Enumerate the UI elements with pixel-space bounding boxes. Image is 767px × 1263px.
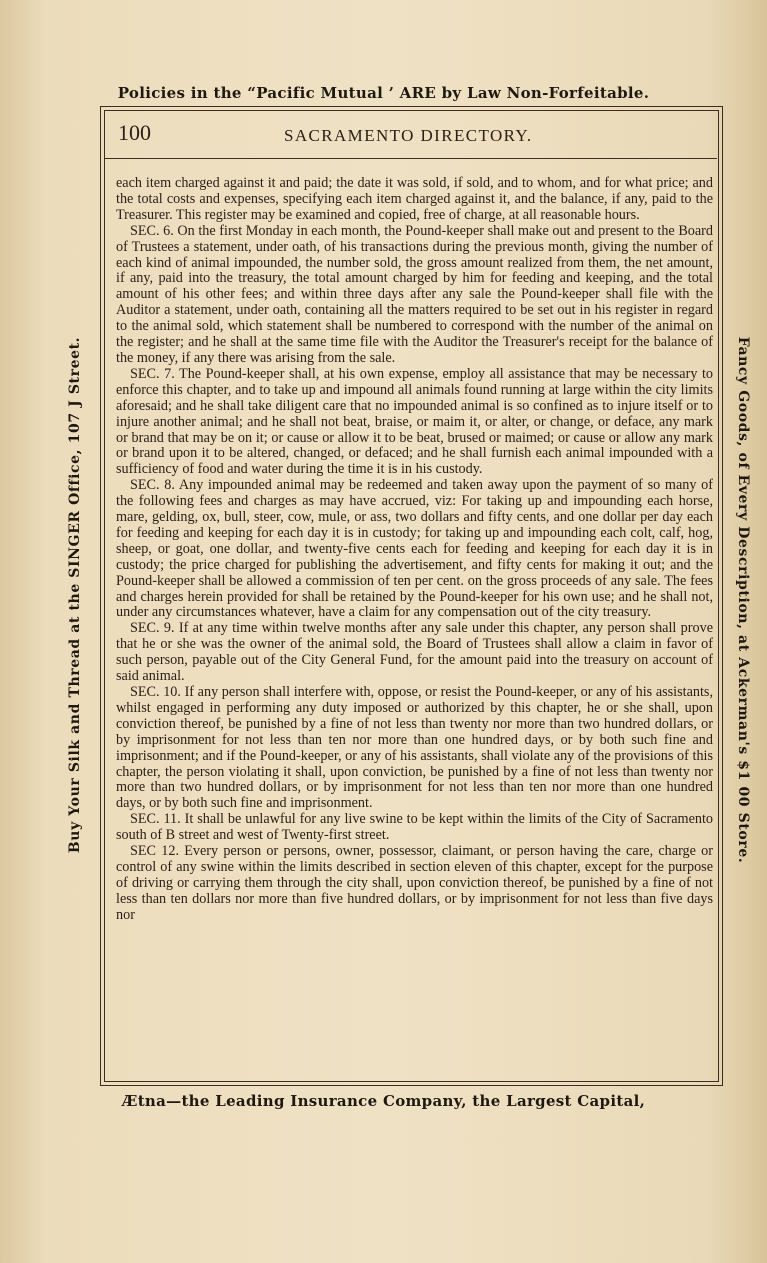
paragraph: SEC. 8. Any impounded animal may be redeemed and taken away upon the payment of so many of the following fees and charges as may have accrued, viz: For taking up and impounding each horse, mare, gelding, ox, bull, steer, cow, mule, or ass, two dollars and fifty cents, and one dollar per day each for feeding and keeping for each day it is in custody; for taking up and impounding each colt, calf, hog, sheep, or goat, one dollar, and twenty-five cents each for feeding and keeping for each day it is in custody; the price charged for publishing the advertisement, and fifty cents for making it out; and the Pound-keeper shall be allowed a commission of ten per cent. on the gross proceeds of any sale. The fees and charges herein provided for shall be retained by the Pound-keeper for his own use; and he shall not, under any circumstances whatever, have a claim for any compensation out of the city treasury. bbox=[116, 477, 713, 621]
body-text bbox=[116, 176, 713, 924]
right-margin-text: Fancy Goods, of Every Description, at Ackerman's $1 00 Store. bbox=[735, 336, 751, 864]
paragraph: SEC. 6. On the first Monday in each month, the Pound-keeper shall make out and present to the Board of Trustees a statement, under oath, of his transactions during the previous month, giving the number of each kind of animal impounded, the number sold, the gross amount realized from them, the net amount, if any, paid into the treasury, the total amount charged by him for feeding and keeping, and the total amount of his other fees; and within three days after any sale the Pound-keeper shall file with the Auditor a statement, under oath, containing all the matters required to be set out in his register in regard to the animal sold, which statement shall be numbered to correspond with the number of the animal on the register; and he shall at the same time file with the Auditor the Treasurer's receipt for the balance of the money, if any there was arising from the sale. bbox=[116, 222, 713, 366]
page-header bbox=[104, 110, 717, 159]
paragraph: SEC. 10. If any person shall interfere with, oppose, or resist the Pound-keeper, or any of his assistants, whilst engaged in performing any duty imposed or authorized by this chapter, he or she shall, upon conviction thereof, be punished by a fine of not less than twenty nor more than two hundred dollars, or by imprisonment for not less than ten nor more than one hundred days, or by both such fine and imprisonment; and if the Pound-keeper, or any of his assistants, shall violate any of the provisions of this chapter, the person violating it shall, upon conviction, be punished by a fine of not less than twenty nor more than two hundred dollars, or by imprisonment for not less than ten nor more than one hundred days, or by both such fine and imprisonment. bbox=[116, 684, 713, 812]
page-number: 100 bbox=[118, 120, 151, 145]
paragraph: SEC 12. Every person or persons, owner, possessor, claimant, or person having the care, charge or control of any swine within the limits described in section eleven of this chapter, except for the purpose of driving or carrying them through the city shall, upon conviction thereof, be punished by a fine of not less than ten dollars nor more than five hundred dollars, or by imprisonment for not less than five days nor bbox=[116, 843, 713, 923]
paragraph: SEC. 11. It shall be unlawful for any live swine to be kept within the limits of the City of Sacramento south of B street and west of Twenty-first street. bbox=[116, 811, 713, 844]
bottom-advertisement: Ætna—the Leading Insurance Company, the Largest Capital, bbox=[121, 1092, 646, 1110]
paragraph: SEC. 9. If at any time within twelve months after any sale under this chapter, any person shall prove that he or she was the owner of the animal sold, the Board of Trustees shall allow a claim in favor of such person, payable out of the City General Fund, for the amount paid into the treasury on account of said animal. bbox=[116, 620, 713, 685]
top-advertisement: Policies in the “Pacific Mutual ’ ARE by Law Non-Forfeitable. bbox=[117, 84, 650, 102]
running-head: SACRAMENTO DIRECTORY. bbox=[284, 126, 533, 145]
paragraph: each item charged against it and paid; the date it was sold, if sold, and to whom, and for what price; and the total costs and expenses, specifying each item charged against it, and the balance, if any, paid to the Treasurer. This register may be examined and copied, free of charge, at all reasonable hours. bbox=[116, 175, 713, 223]
paragraph: SEC. 7. The Pound-keeper shall, at his own expense, employ all assistance that may be necessary to enforce this chapter, and to take up and impound all animals found running at large within the city limits aforesaid; and he shall take diligent care that no impounded animal is so confined as to injure itself or to injure another animal; and he shall not beat, braise, or maim it, or alter, or change, or deface, any mark or brand that may be on it; or cause or allow it to be beat, brused or maimed; or cause or allow any mark or brand upon it to be altered, changed, or defaced; and he shall furnish each animal impounded with a sufficiency of food and water during the time it is in his custody. bbox=[116, 365, 713, 478]
left-margin-text: Buy Your Silk and Thread at the SINGER Office, 107 J Street. bbox=[67, 336, 83, 854]
